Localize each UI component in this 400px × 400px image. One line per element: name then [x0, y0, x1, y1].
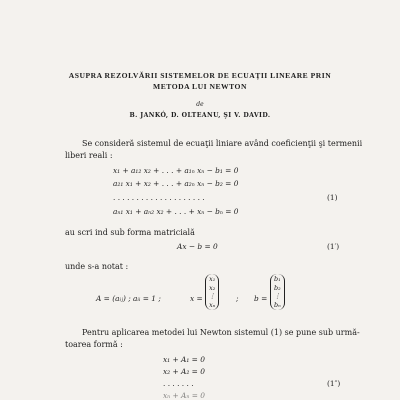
x-vector-entry: x₁	[209, 275, 216, 283]
x-column-vector	[205, 274, 219, 310]
intro-line2: liberi reali :	[65, 151, 113, 160]
newton-line1: Pentru aplicarea metodei lui Newton sistemul (1) se pune sub urmă-	[82, 328, 360, 337]
equation-number-1p: (1′)	[327, 242, 340, 251]
equation-number-1: (1)	[327, 193, 338, 202]
system-eq-1: x₁ + a₁₂ x₂ + . . . + a₁ₙ xₙ − b₁ = 0	[113, 166, 239, 175]
notation-separator: ;	[236, 294, 239, 303]
article-title-line2: METODA LUI NEWTON	[153, 82, 247, 91]
newton-line2: toarea formă :	[65, 340, 123, 349]
matrix-form-intro: au scri ind sub forma matricială	[65, 228, 195, 237]
notation-x-label: x =	[190, 294, 203, 303]
x-vector-entry: ⋮	[209, 292, 216, 301]
authors: B. JANKÓ, D. OLTEANU, ŞI V. DAVID.	[129, 112, 271, 119]
equation-number-1pp: (1″)	[327, 379, 341, 388]
system-eq-dots: . . . . . . . . . . . . . . . . . . . .	[113, 193, 205, 202]
system2-eq-dots: . . . . . . .	[163, 379, 194, 388]
system-eq-n: aₙ₁ x₁ + aₙ₂ x₂ + . . . + xₙ − bₙ = 0	[113, 207, 239, 216]
system2-eq-1: x₁ + A₁ = 0	[163, 355, 205, 364]
b-vector-entry: b₂	[274, 283, 281, 292]
article-title-line1: ASUPRA REZOLVĂRII SISTEMELOR DE ECUAŢII LINEARE PRIN	[68, 71, 332, 80]
x-vector-entry: xₙ	[209, 300, 216, 309]
b-vector-entry: ⋮	[274, 292, 281, 301]
notation-b-label: b =	[254, 294, 268, 303]
intro-line1: Se consideră sistemul de ecuaţii liniare având coeficienţii şi termenii	[82, 139, 363, 148]
notation-A: A = (aᵢⱼ) ; aᵢᵢ = 1 ;	[96, 294, 161, 303]
b-vector-entry: b₁	[274, 275, 281, 283]
b-vector-entry: bₙ	[274, 300, 281, 309]
system2-eq-n: xₙ + Aₙ = 0	[163, 391, 205, 400]
system2-eq-2: x₂ + A₂ = 0	[163, 367, 205, 376]
byline-de: de	[196, 101, 204, 108]
x-vector-entry: x₂	[209, 283, 216, 292]
notation-intro: unde s-a notat :	[65, 262, 129, 271]
system-eq-2: a₂₁ x₁ + x₂ + . . . + a₂ₙ xₙ − b₂ = 0	[113, 179, 239, 188]
matrix-equation: Ax − b = 0	[177, 242, 218, 251]
b-column-vector	[270, 274, 285, 310]
